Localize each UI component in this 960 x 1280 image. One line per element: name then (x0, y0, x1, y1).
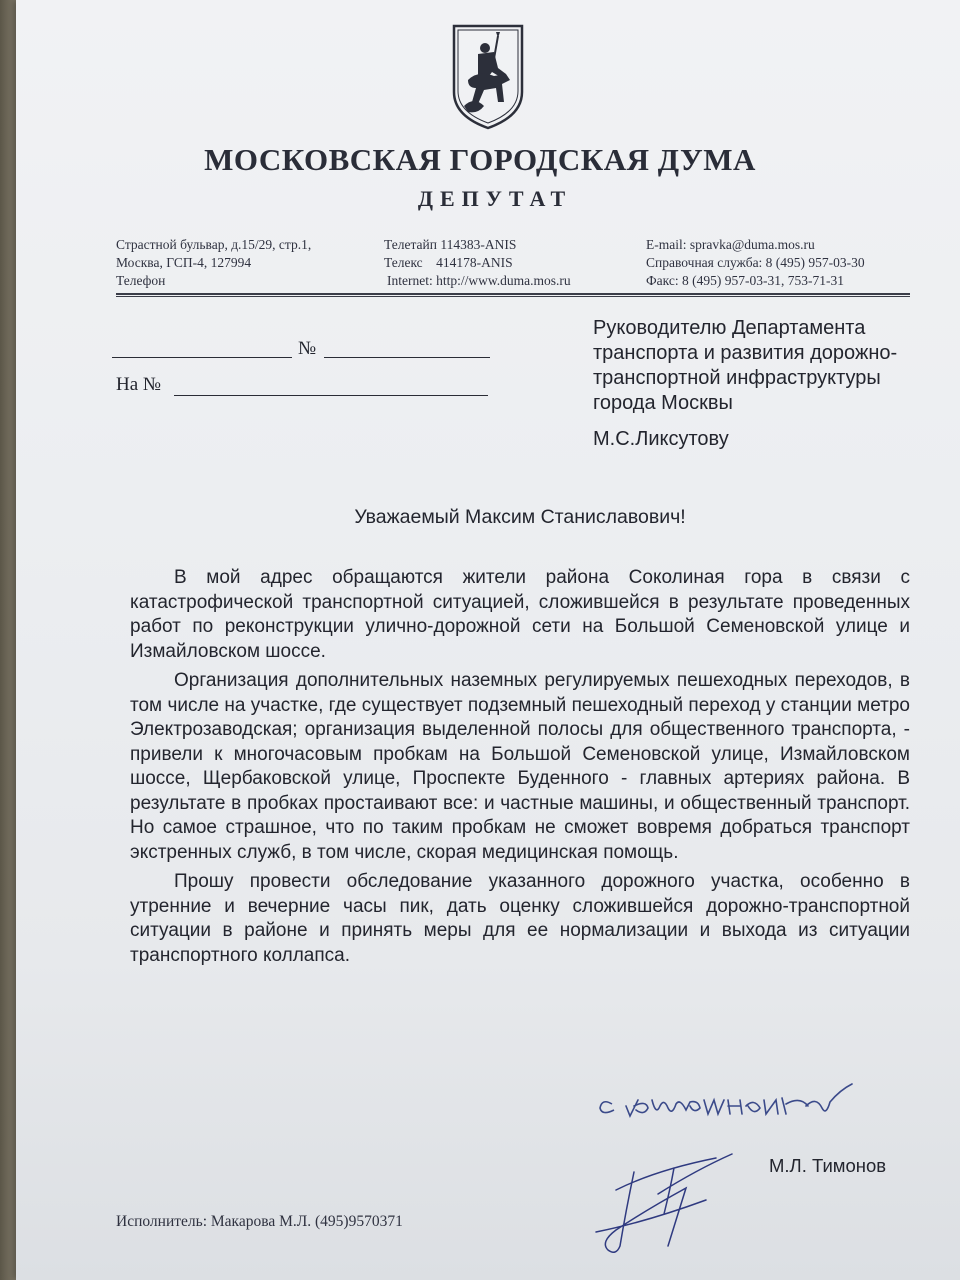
body-paragraph: В мой адрес обращаются жители района Соколиная гора в связи с катастрофической транспортной ситуацией, сложившейся в результате проведенных работ по реконструкции улично-дорожной сети на Большой Семеновской улице и Измайловском шоссе. (130, 567, 910, 662)
greeting: Уважаемый Максим Станиславович! (354, 506, 686, 528)
telex-line: Телекс 414178-ANIS (384, 255, 513, 270)
teletype-line: Телетайп 114383-ANIS (384, 237, 517, 252)
addressee-line: транспорта и развития дорожно- (593, 342, 898, 364)
handwritten-signoff (590, 1076, 860, 1126)
addressee-name: М.С.Ликсутову (593, 428, 729, 450)
telecom-block (384, 236, 571, 290)
organization-title: МОСКОВСКАЯ ГОРОДСКАЯ ДУМА (204, 142, 756, 177)
address-line: Москва, ГСП-4, 127994 (116, 255, 252, 270)
addressee-block (593, 316, 897, 416)
reply-blank-line (174, 395, 488, 396)
reply-label: На № (116, 374, 162, 395)
number-label: № (298, 338, 317, 359)
phone-label: Телефон (116, 273, 166, 288)
email-line: E-mail: spravka@duma.mos.ru (646, 237, 815, 252)
addressee-line: Руководителю Департамента (593, 317, 866, 339)
number-blank-line (324, 357, 490, 358)
addressee-line: транспортной инфраструктуры (593, 367, 881, 389)
address-block (116, 236, 311, 290)
help-desk-line: Справочная служба: 8 (495) 957-03-30 (646, 255, 865, 270)
handwritten-signature (586, 1150, 736, 1260)
signer-name: М.Л. Тимонов (769, 1155, 887, 1176)
body-paragraph: Прошу провести обследование указанного дорожного участка, особенно в утренние и вечерние часы пик, дать оценку сложившейся дорожно-транспортной ситуации в районе и принять меры для ее нормализации и выхода из ситуации транспортного коллапса. (130, 871, 910, 966)
body-paragraph: Организация дополнительных наземных регулируемых пешеходных переходов, в том числе на участке, где существует подземный пешеходный переход у станции метро Электрозаводская; организация выделенной полосы для общественного транспорта, - привели к многочасовым пробкам на Большой Семеновской улице, Измайловском шоссе, Щербаковской улице, Проспекте Буденного - главных артериях района. В результате в пробках простаивают все: и частные машины, и общественный транспорт. Но самое страшное, что по таким пробкам не сможет вовремя добраться транспорт экстренных служб, в том числе, скорая медицинская помощь. (130, 670, 910, 863)
address-line: Страстной бульвар, д.15/29, стр.1, (116, 237, 312, 252)
addressee-line: города Москвы (593, 392, 733, 414)
contact-info-block (646, 236, 865, 290)
date-blank-line (112, 357, 292, 358)
fax-line: Факс: 8 (495) 957-03-31, 753-71-31 (646, 273, 844, 288)
moscow-coat-of-arms-icon (448, 22, 528, 130)
executor-line: Исполнитель: Макарова М.Л. (495)9570371 (116, 1213, 403, 1230)
letter-body (130, 566, 910, 973)
internet-line: Internet: http://www.duma.mos.ru (387, 273, 571, 288)
position-title: ДЕПУТАТ (417, 186, 573, 211)
header-divider (116, 293, 910, 297)
